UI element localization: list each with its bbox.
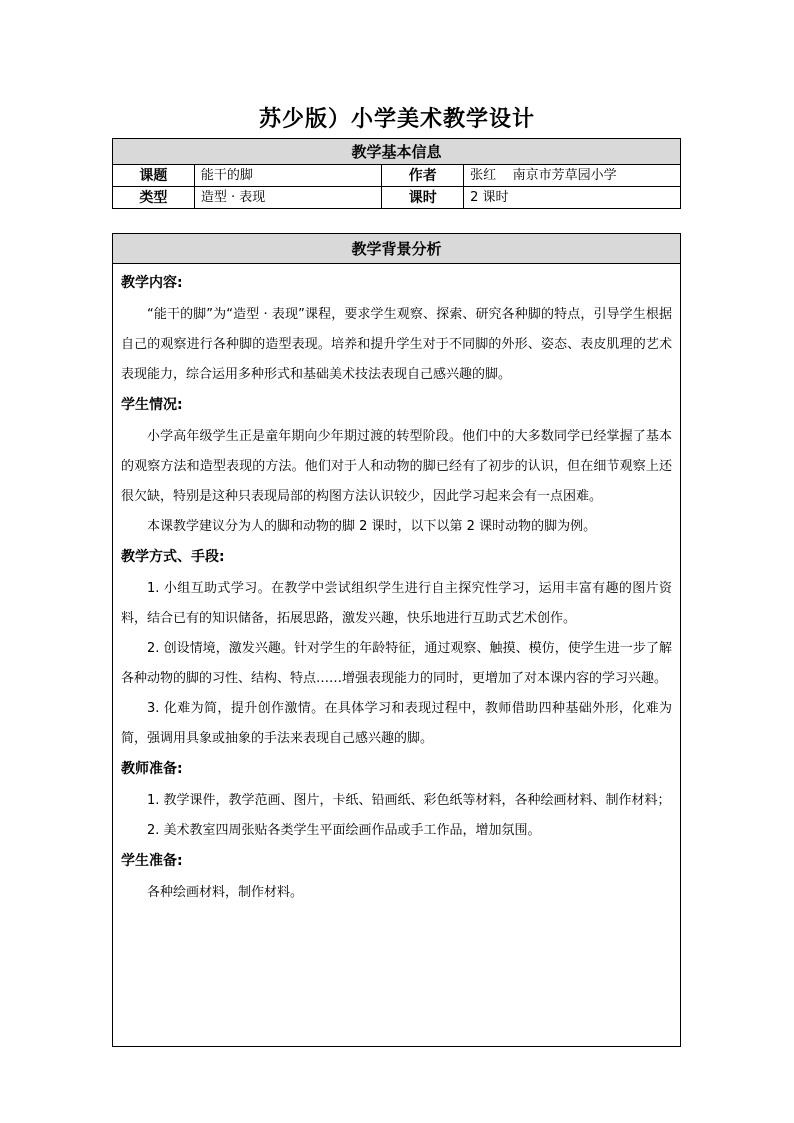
method-item-2: 2. 创设情境，激发兴趣。针对学生的年龄特征，通过观察、触摸、模仿，使学生进一步了解各种动物的脚的习性、结构、特点……增强表现能力的同时，更增加了对本课内容的学习兴趣。 — [121, 641, 672, 686]
students-paragraph-1: 小学高年级学生正是童年期向少年期过渡的转型阶段。他们中的大多数同学已经掌握了基本的观察方法和造型表现的方法。他们对于人和动物的脚已经有了初步的认识，但在细节观察上还很欠缺，特别是这种只表现局部的构图方法认识较少，因此学习起来会有一点困难。 — [121, 429, 672, 504]
background-analysis-table — [112, 233, 681, 1047]
section-heading-content: 教学内容: — [121, 275, 183, 291]
content-paragraph: “能干的脚”为“造型 · 表现”课程，要求学生观察、探索、研究各种脚的特点，引导学生根据自己的观察进行各种脚的造型表现。培养和提升学生对于不同脚的外形、姿态、表皮肌理的艺术表现能力，综合运用多种形式和基础美术技法表现自己感兴趣的脚。 — [121, 307, 672, 382]
section-heading-teacher: 教师准备: — [121, 761, 183, 777]
basic-info-table — [112, 138, 681, 209]
label-type: 类型 — [113, 187, 195, 209]
table-row — [113, 165, 681, 187]
value-author: 张红 南京市芳草园小学 — [464, 165, 681, 187]
table-row — [113, 187, 681, 209]
page-title: 苏少版）小学美术教学设计 — [258, 106, 535, 132]
section-heading-methods: 教学方式、手段: — [121, 549, 225, 565]
label-periods: 课时 — [382, 187, 464, 209]
section-heading-student-prep: 学生准备: — [121, 853, 183, 869]
teacher-item-2: 2. 美术教室四周张贴各类学生平面绘画作品或手工作品，增加氛围。 — [147, 823, 541, 838]
section-heading-students: 学生情况: — [121, 397, 183, 413]
background-header: 教学背景分析 — [113, 234, 681, 264]
teacher-item-1: 1. 教学课件，教学范画、图片，卡纸、铅画纸、彩色纸等材料，各种绘画材料、制作材料； — [147, 793, 671, 808]
value-type: 造型 · 表现 — [194, 187, 382, 209]
value-periods: 2 课时 — [464, 187, 681, 209]
method-item-1: 1. 小组互助式学习。在教学中尝试组织学生进行自主探究性学习，运用丰富有趣的图片资料，结合已有的知识储备，拓展思路，激发兴趣，快乐地进行互助式艺术创作。 — [121, 581, 672, 626]
label-topic: 课题 — [113, 165, 195, 187]
method-item-3: 3. 化难为简，提升创作激情。在具体学习和表现过程中，教师借助四种基础外形，化难为简，强调用具象或抽象的手法来表现自己感兴趣的脚。 — [121, 701, 672, 746]
basic-info-header: 教学基本信息 — [113, 139, 681, 165]
student-prep-paragraph: 各种绘画材料，制作材料。 — [147, 885, 304, 900]
value-topic: 能干的脚 — [194, 165, 382, 187]
label-author: 作者 — [382, 165, 464, 187]
background-content — [113, 264, 681, 1047]
students-paragraph-2: 本课教学建议分为人的脚和动物的脚 2 课时，以下以第 2 课时动物的脚为例。 — [147, 519, 597, 534]
